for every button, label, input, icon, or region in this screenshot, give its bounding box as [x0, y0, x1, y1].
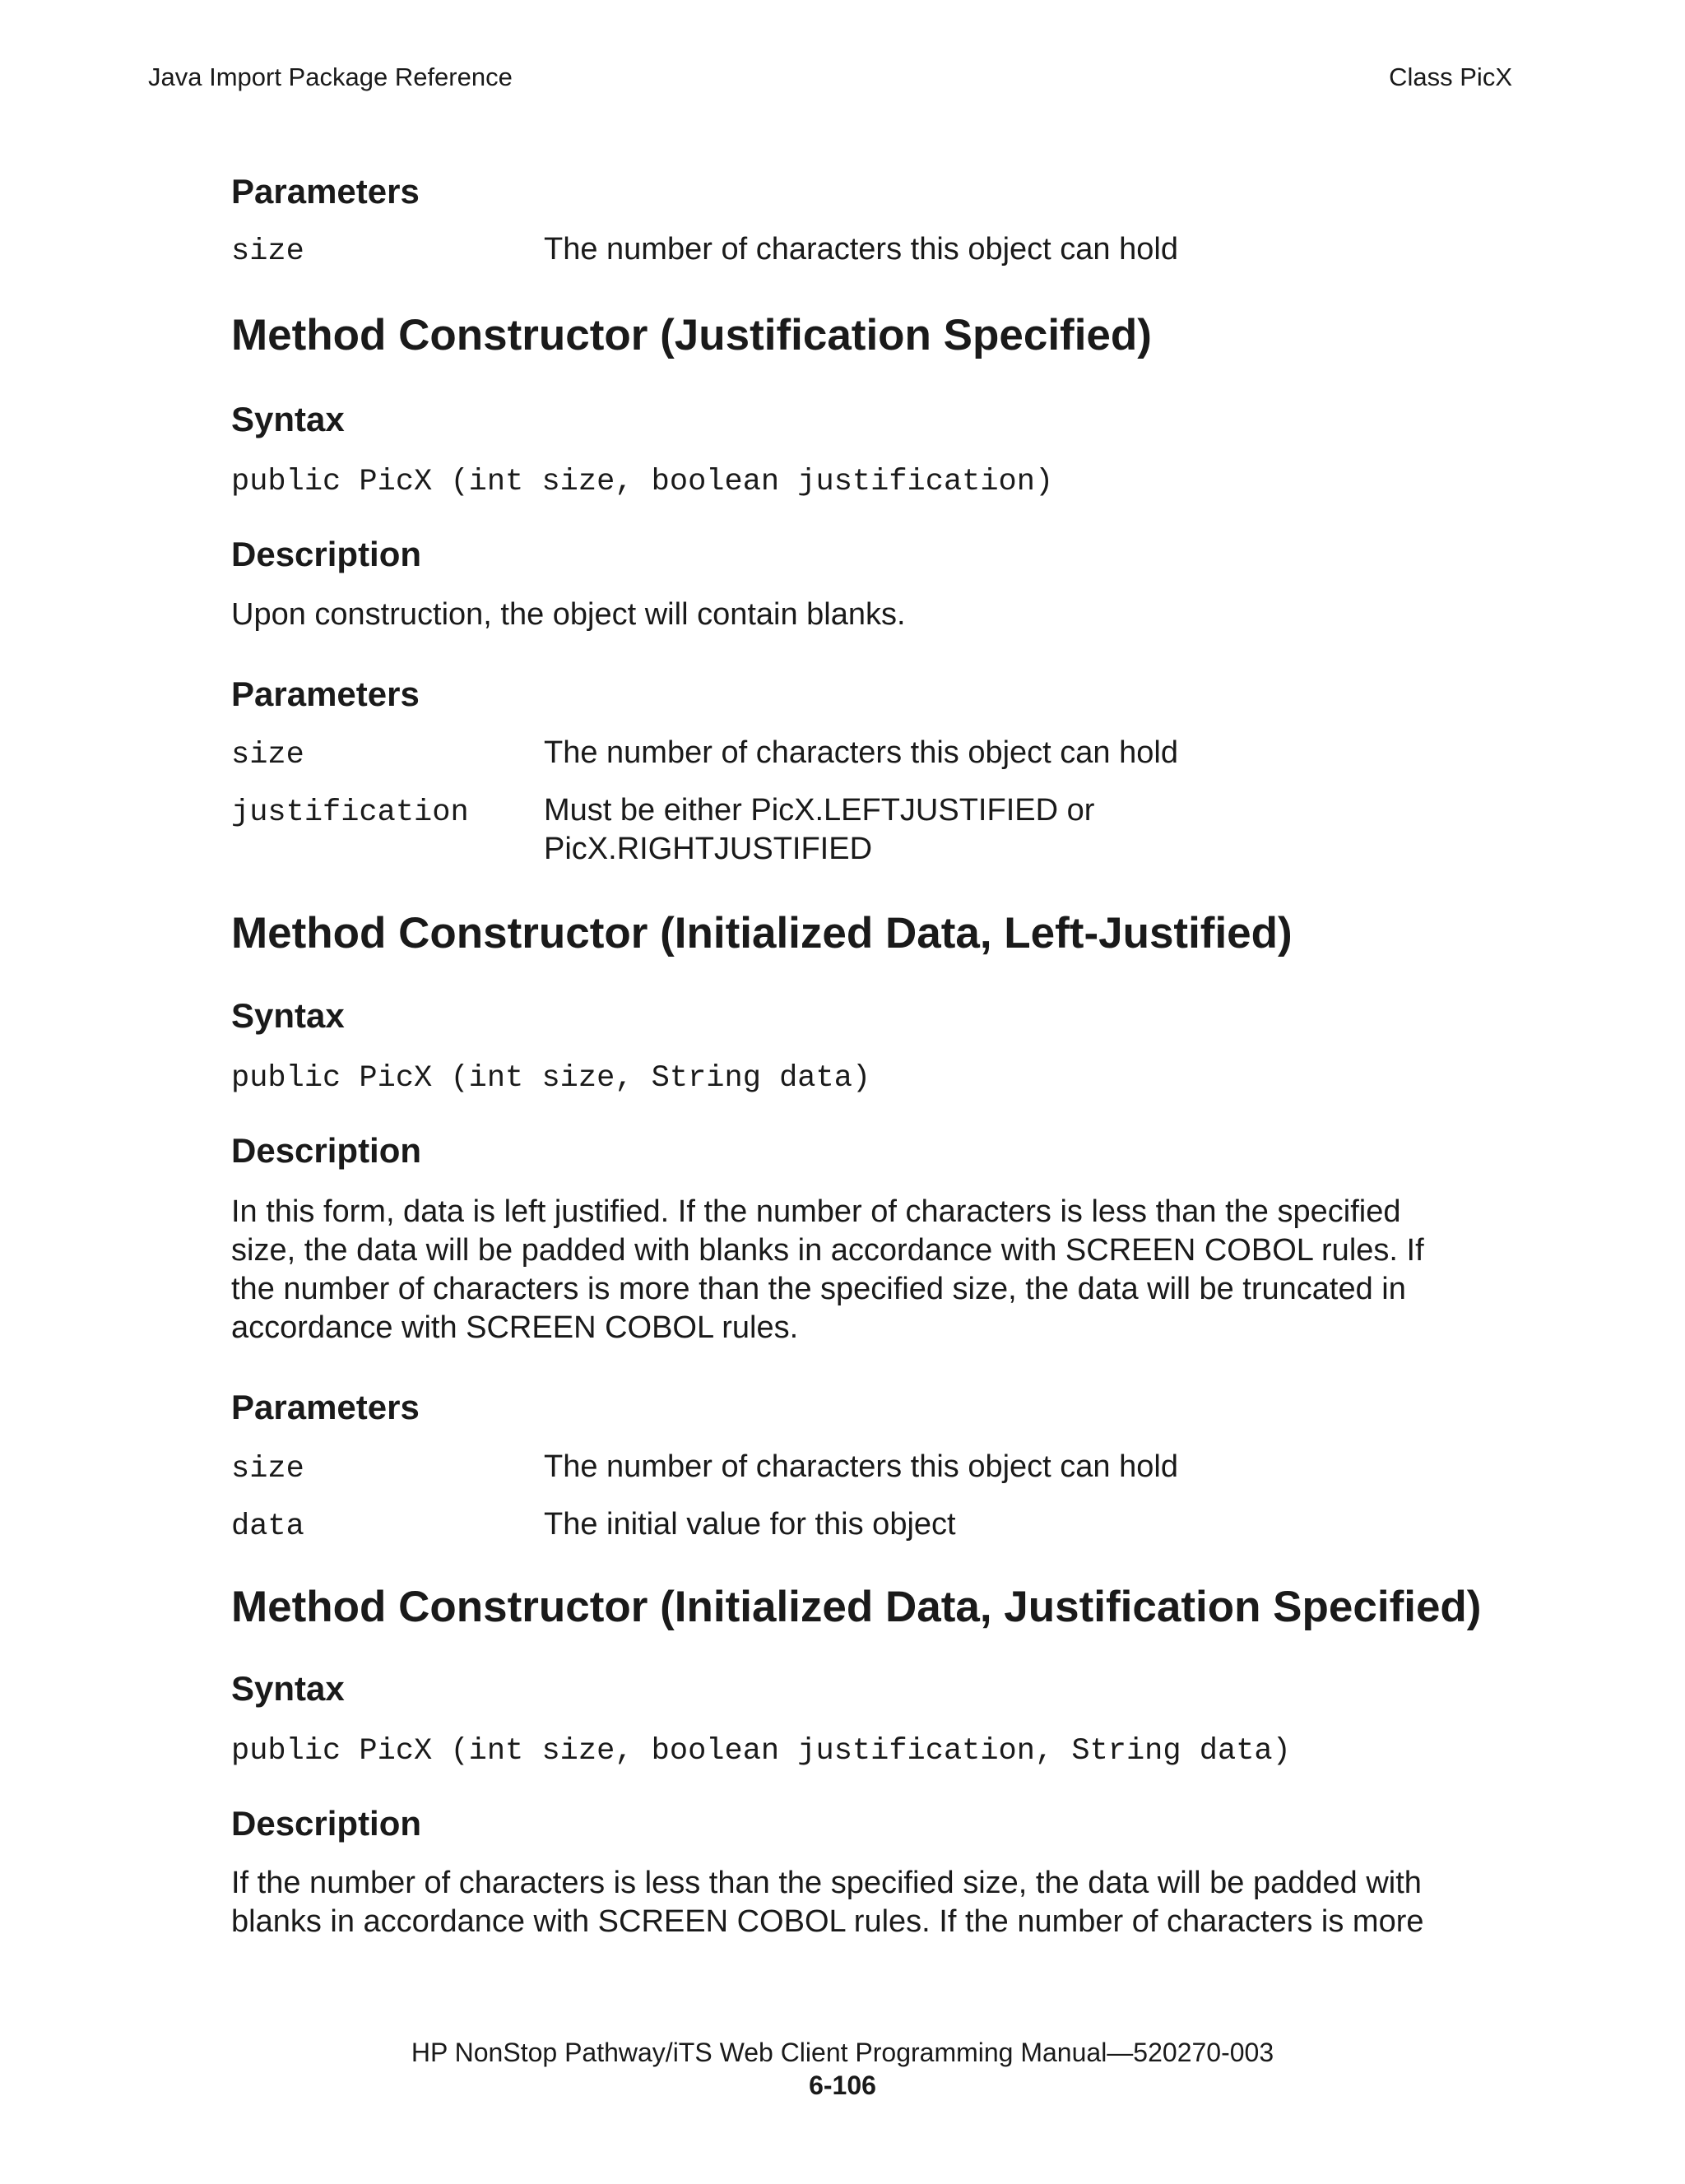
syntax-code: public PicX (int size, boolean justification, String data) — [231, 1734, 1291, 1769]
param-row — [231, 734, 1515, 775]
page-number: 6-106 — [809, 2070, 876, 2100]
description-heading: Description — [231, 1804, 422, 1843]
param-description: The initial value for this object — [544, 1507, 956, 1542]
syntax-code: public PicX (int size, String data) — [231, 1061, 871, 1096]
param-name: data — [231, 1509, 304, 1544]
param-description: The number of characters this object can hold — [544, 232, 1178, 267]
running-header — [148, 61, 1512, 94]
description-heading: Description — [231, 535, 422, 573]
syntax-heading: Syntax — [231, 1669, 345, 1708]
param-row — [231, 1448, 1515, 1489]
syntax-heading: Syntax — [231, 996, 345, 1035]
description-text: In this form, data is left justified. If the number of characters is less than the specified size, the data will be padded with blanks in accordance with SCREEN COBOL rules. If the number of characters is more than the specified size, the data will be truncated in accordance with SCREEN COBOL rules. — [231, 1194, 1424, 1345]
param-row — [231, 1505, 1515, 1546]
param-description: The number of characters this object can hold — [544, 1449, 1178, 1484]
param-row — [231, 230, 1515, 271]
method-heading: Method Constructor (Justification Specified) — [231, 311, 1152, 359]
header-class-name: Class PicX — [1389, 63, 1512, 91]
param-name: size — [231, 1452, 304, 1486]
footer-manual-title: HP NonStop Pathway/iTS Web Client Programming Manual—520270-003 — [411, 2038, 1274, 2067]
description-heading: Description — [231, 1131, 422, 1170]
param-description: Must be either PicX.LEFTJUSTIFIED or PicX.RIGHTJUSTIFIED — [544, 793, 1095, 866]
param-name: size — [231, 738, 304, 772]
parameters-heading: Parameters — [231, 675, 420, 713]
syntax-code: public PicX (int size, boolean justification) — [231, 465, 1054, 499]
description-text: If the number of characters is less than the specified size, the data will be padded with blanks in accordance with SCREEN COBOL rules. If the number of characters is more — [231, 1866, 1424, 1939]
param-row — [231, 791, 1515, 869]
parameters-heading: Parameters — [231, 172, 420, 211]
param-description: The number of characters this object can hold — [544, 735, 1178, 770]
page-footer — [0, 2036, 1685, 2102]
description-text: Upon construction, the object will contain blanks. — [231, 597, 906, 632]
param-name: justification — [231, 795, 469, 830]
param-name: size — [231, 234, 304, 269]
header-document-title: Java Import Package Reference — [148, 63, 513, 91]
method-heading: Method Constructor (Initialized Data, Left-Justified) — [231, 909, 1293, 958]
syntax-heading: Syntax — [231, 400, 345, 438]
method-heading: Method Constructor (Initialized Data, Justification Specified) — [231, 1583, 1482, 1631]
parameters-heading: Parameters — [231, 1388, 420, 1426]
